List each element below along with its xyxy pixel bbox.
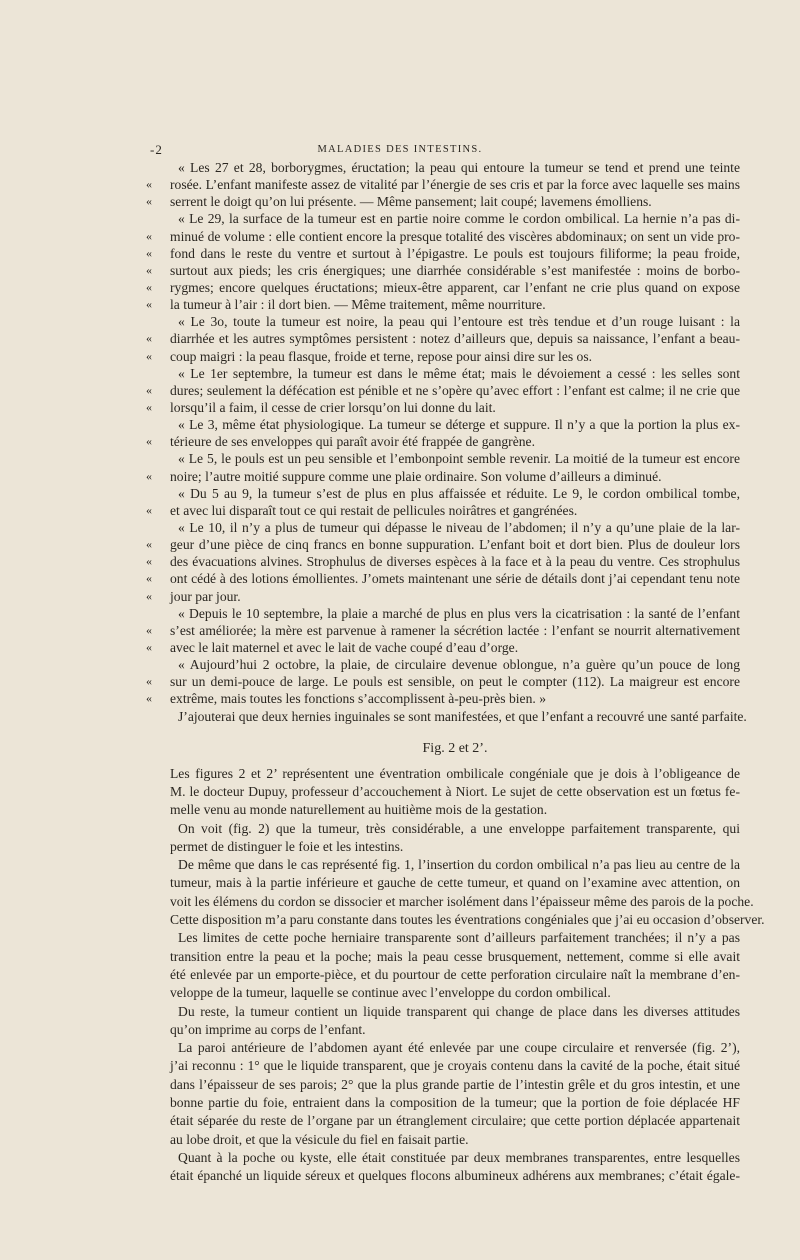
- figure-description: [170, 765, 765, 1186]
- text-block: [146, 159, 765, 1185]
- text-line: s’est améliorée; la mère est parvenue à ramener la sécrétion lactée : l’enfant se nourrit alternativement «: [146, 622, 740, 638]
- margin-quote-mark: «: [146, 554, 152, 569]
- text-line: et avec lui disparaît tout ce qui restait de pellicules noirâtres et gangrénées. «: [146, 502, 578, 518]
- text-line: La paroi antérieure de l’abdomen ayant été enlevée par une coupe circulaire et renversée (fig. 2’),: [178, 1040, 740, 1056]
- text-line: diarrhée et les autres symptômes persistent : notez d’ailleurs que, depuis sa naissance, l’enfant a beau- «: [146, 331, 740, 347]
- margin-quote-mark: «: [146, 502, 152, 517]
- text-line: dans l’épaisseur de ses parois; 2° que la plus grande partie de l’intestin grêle et du gros intestin, et une: [170, 1076, 740, 1092]
- text-line: « Aujourd’hui 2 octobre, la plaie, de circulaire devenue oblongue, n’a guère qu’un pouce de long: [178, 657, 740, 673]
- text-line: « Le 1er septembre, la tumeur est dans le même état; mais le dévoiement a cessé : les selles sont: [178, 365, 740, 381]
- margin-quote-mark: «: [146, 639, 152, 654]
- text-line: Les figures 2 et 2’ représentent une éventration ombilicale congéniale que je dois à l’obligeance de: [170, 765, 740, 781]
- text-line: M. le docteur Dupuy, professeur d’accouchement à Niort. Le sujet de cette observation est un fœtus fe-: [170, 783, 740, 799]
- text-line: la tumeur à l’air : il dort bien. — Même traitement, même nourriture. «: [146, 297, 546, 313]
- text-line: permet de distinguer le foie et les intestins.: [170, 838, 404, 854]
- text-line: « Du 5 au 9, la tumeur s’est de plus en plus affaissée et réduite. Le 9, le cordon ombilical tombe,: [178, 485, 740, 501]
- margin-quote-mark: «: [146, 331, 152, 346]
- margin-quote-mark: «: [146, 674, 152, 689]
- margin-quote-mark: «: [146, 382, 152, 397]
- margin-quote-mark: «: [146, 177, 152, 192]
- text-line: térieure de ses enveloppes qui paraît avoir été frappée de gangrène. «: [146, 434, 535, 450]
- text-line: Cette disposition m’a paru constante dans toutes les éventrations congéniales que j’ai eu occasion d’observer.: [170, 912, 765, 928]
- margin-quote-mark: «: [146, 622, 152, 637]
- text-line: J’ajouterai que deux hernies inguinales se sont manifestées, et que l’enfant a recouvré une santé parfaite.: [178, 708, 747, 724]
- text-line: « Le 3, même état physiologique. La tumeur se déterge et suppure. Il n’y a que la portion la plus ex-: [178, 417, 740, 433]
- margin-quote-mark: «: [146, 245, 152, 260]
- figure-heading: Fig. 2 et 2’.: [422, 740, 488, 756]
- running-head: MALADIES DES INTESTINS.: [317, 144, 483, 155]
- margin-quote-mark: «: [146, 348, 152, 363]
- margin-quote-mark: «: [146, 228, 152, 243]
- margin-quote-mark: «: [146, 297, 152, 312]
- text-line: Les limites de cette poche herniaire transparente sont d’ailleurs parfaitement tranchées; il n’y a pas: [178, 930, 740, 946]
- text-line: geur d’une pièce de cinq francs en bonne suppuration. L’enfant boit et dort bien. Plus de douleur lors «: [146, 537, 740, 553]
- case-report: [146, 159, 747, 725]
- margin-quote-mark: «: [146, 262, 152, 277]
- text-line: « Le 3o, toute la tumeur est noire, la peau qui l’entoure est très tendue et d’un rouge luisant : la: [178, 314, 740, 330]
- margin-quote-mark: «: [146, 399, 152, 414]
- margin-quote-mark: «: [146, 537, 152, 552]
- margin-quote-mark: «: [146, 691, 152, 706]
- text-line: fond dans le reste du ventre et surtout à l’épigastre. Le pouls est toujours filiforme; la peau froide, «: [146, 245, 740, 261]
- text-line: tumeur, mais à la partie inférieure et gauche de cette tumeur, et quand on l’examine avec attention, on: [170, 875, 740, 891]
- text-line: « Depuis le 10 septembre, la plaie a marché de plus en plus vers la cicatrisation : la santé de l’enfant: [178, 605, 740, 621]
- text-line: Quant à la poche ou kyste, elle était constituée par deux membranes transparentes, entre lesquelles: [178, 1149, 740, 1165]
- text-line: voit les élémens du cordon se dissocier et marcher isolément dans l’épaisseur même des parois de la poche.: [170, 893, 754, 909]
- margin-quote-mark: «: [146, 588, 152, 603]
- text-line: extrême, mais toutes les fonctions s’accomplissent à-peu-près bien. » «: [146, 691, 546, 707]
- text-line: sur un demi-pouce de large. Le pouls est sensible, on peut le compter (112). La maigreur est encore «: [146, 674, 740, 690]
- margin-quote-mark: «: [146, 279, 152, 294]
- page-number: -2: [150, 142, 163, 157]
- text-line: était séparée du reste de l’organe par un étranglement circulaire; que cette portion déplacée appartenait: [170, 1113, 740, 1129]
- text-line: était épanché un liquide séreux et quelques flocons albumineux adhérens aux membranes; c’était égale-: [170, 1168, 740, 1184]
- text-line: lorsqu’il a faim, il cesse de crier lorsqu’on lui donne du lait. «: [146, 399, 496, 415]
- text-line: coup maigri : la peau flasque, froide et terne, repose pour ainsi dire sur les os. «: [146, 348, 593, 364]
- text-line: noire; l’autre moitié suppure comme une plaie ordinaire. Son volume d’ailleurs a diminué. «: [146, 468, 662, 484]
- text-line: jour par jour. «: [146, 588, 241, 604]
- text-line: minué de volume : elle contient encore la presque totalité des viscères abdominaux; on sent un vide pro- «: [146, 228, 740, 244]
- text-line: Du reste, la tumeur contient un liquide transparent qui change de place dans les diverses attitudes: [178, 1003, 740, 1019]
- text-line: rosée. L’enfant manifeste assez de vitalité par l’énergie de ses cris et par la force avec laquelle ses mains «: [146, 177, 740, 193]
- text-line: j’ai reconnu : 1° que le liquide transparent, que je croyais contenu dans la cavité de la poche, était situé: [170, 1058, 740, 1074]
- text-line: « Les 27 et 28, borborygmes, éructation; la peau qui entoure la tumeur se tend et prend une teinte: [178, 160, 740, 175]
- text-line: « Le 10, il n’y a plus de tumeur qui dépasse le niveau de l’abdomen; il n’y a qu’une plaie de la lar-: [178, 519, 740, 535]
- text-line: transition entre la peau et la poche; mais la peau cesse brusquement, nettement, comme si elle avait: [170, 948, 740, 964]
- text-line: De même que dans le cas représenté fig. 1, l’insertion du cordon ombilical n’a pas lieu au centre de la: [178, 857, 740, 873]
- text-line: On voit (fig. 2) que la tumeur, très considérable, a une enveloppe parfaitement transparente, qui: [178, 820, 740, 836]
- text-line: avec le lait maternel et avec le lait de vache coupé d’eau d’orge. «: [146, 639, 519, 655]
- text-line: été enlevée par un emporte-pièce, et du pourtour de cette perforation circulaire naît la membrane d’en-: [170, 966, 740, 982]
- margin-quote-mark: «: [146, 468, 152, 483]
- text-line: rygmes; encore quelques éructations; mieux-être apparent, car l’enfant ne crie plus quand on expose «: [146, 279, 740, 295]
- page-header: [0, 142, 800, 158]
- text-line: bonne partie du foie, entraient dans la composition de la tumeur; que la portion de foie déplacée HF: [170, 1094, 740, 1110]
- text-line: au lobe droit, et que la vésicule du fiel en faisait partie.: [170, 1131, 469, 1147]
- text-line: serrent le doigt qu’on lui présente. — Même pansement; lait coupé; lavemens émolliens. «: [146, 194, 652, 210]
- text-line: surtout aux pieds; les cris énergiques; une diarrhée considérable s’est manifestée : moins de borbo- «: [146, 262, 740, 278]
- text-line: des évacuations alvines. Strophulus de diverses espèces à la face et à la peau du ventre. Ces strophulus «: [146, 554, 740, 570]
- text-line: ont cédé à des lotions émollientes. J’omets maintenant une série de détails dont j’ai cependant tenu note «: [146, 571, 740, 587]
- text-line: qu’on imprime au corps de l’enfant.: [170, 1021, 366, 1037]
- text-line: « Le 29, la surface de la tumeur est en partie noire comme le cordon ombilical. La hernie n’a pas di-: [178, 211, 740, 227]
- margin-quote-mark: «: [146, 571, 152, 586]
- margin-quote-mark: «: [146, 434, 152, 449]
- text-line: « Le 5, le pouls est un peu sensible et l’embonpoint semble revenir. La moitié de la tumeur est encore: [178, 451, 740, 467]
- text-line: dures; seulement la défécation est pénible et ne s’opère qu’avec effort : l’enfant est calme; il ne crie que «: [146, 382, 740, 398]
- text-line: veloppe de la tumeur, laquelle se continue avec l’enveloppe du cordon ombilical.: [170, 985, 611, 1001]
- margin-quote-mark: «: [146, 194, 152, 209]
- text-line: melle venu au monde naturellement au huitième mois de la gestation.: [170, 802, 548, 818]
